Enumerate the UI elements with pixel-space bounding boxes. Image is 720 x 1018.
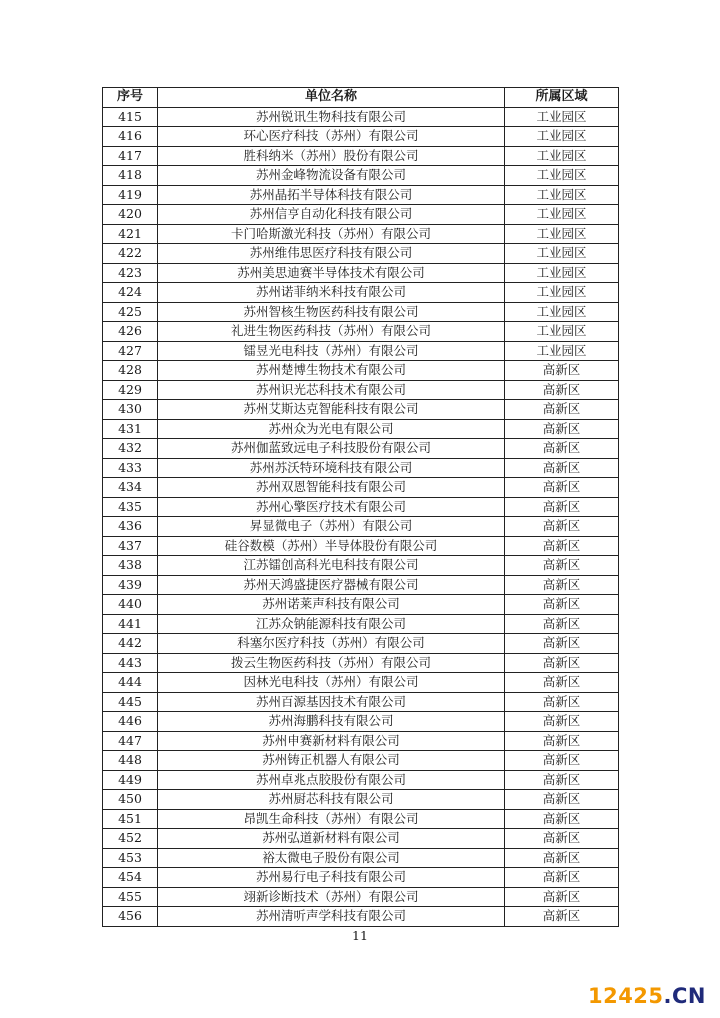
cell-index: 426 <box>103 322 158 342</box>
cell-index: 437 <box>103 536 158 556</box>
header-row <box>103 88 619 108</box>
table-row <box>103 614 619 634</box>
cell-index: 438 <box>103 556 158 576</box>
cell-index: 449 <box>103 770 158 790</box>
cell-index: 421 <box>103 224 158 244</box>
cell-region: 高新区 <box>505 673 619 693</box>
table-row <box>103 478 619 498</box>
cell-company-name: 苏州晶拓半导体科技有限公司 <box>158 185 505 205</box>
cell-company-name: 苏州诺莱声科技有限公司 <box>158 595 505 615</box>
cell-index: 452 <box>103 829 158 849</box>
table-row <box>103 790 619 810</box>
cell-index: 453 <box>103 848 158 868</box>
cell-region: 工业园区 <box>505 127 619 147</box>
cell-company-name: 苏州天鸿盛捷医疗器械有限公司 <box>158 575 505 595</box>
cell-company-name: 苏州维伟思医疗科技有限公司 <box>158 244 505 264</box>
table-row <box>103 380 619 400</box>
table-row <box>103 673 619 693</box>
cell-region: 工业园区 <box>505 283 619 303</box>
cell-company-name: 江苏镭创高科光电科技有限公司 <box>158 556 505 576</box>
cell-region: 工业园区 <box>505 263 619 283</box>
cell-company-name: 江苏众钠能源科技有限公司 <box>158 614 505 634</box>
cell-index: 433 <box>103 458 158 478</box>
cell-index: 420 <box>103 205 158 225</box>
cell-index: 419 <box>103 185 158 205</box>
table-row <box>103 653 619 673</box>
cell-company-name: 苏州清听声学科技有限公司 <box>158 907 505 927</box>
cell-company-name: 苏州申赛新材料有限公司 <box>158 731 505 751</box>
cell-region: 高新区 <box>505 595 619 615</box>
table-row <box>103 263 619 283</box>
cell-company-name: 裕太微电子股份有限公司 <box>158 848 505 868</box>
cell-index: 440 <box>103 595 158 615</box>
cell-company-name: 拨云生物医药科技（苏州）有限公司 <box>158 653 505 673</box>
table-row <box>103 634 619 654</box>
cell-company-name: 胜科纳米（苏州）股份有限公司 <box>158 146 505 166</box>
cell-index: 436 <box>103 517 158 537</box>
cell-company-name: 翊新诊断技术（苏州）有限公司 <box>158 887 505 907</box>
cell-region: 高新区 <box>505 790 619 810</box>
company-table <box>102 87 619 927</box>
cell-company-name: 昂凯生命科技（苏州）有限公司 <box>158 809 505 829</box>
cell-index: 446 <box>103 712 158 732</box>
cell-company-name: 苏州美思迪赛半导体技术有限公司 <box>158 263 505 283</box>
cell-index: 441 <box>103 614 158 634</box>
cell-region: 高新区 <box>505 634 619 654</box>
table-row <box>103 439 619 459</box>
table-row <box>103 146 619 166</box>
table-row <box>103 712 619 732</box>
watermark-number: 12425 <box>587 984 664 1008</box>
cell-index: 416 <box>103 127 158 147</box>
cell-region: 高新区 <box>505 439 619 459</box>
cell-region: 高新区 <box>505 400 619 420</box>
table-row <box>103 536 619 556</box>
table-row <box>103 497 619 517</box>
table-row <box>103 107 619 127</box>
cell-index: 456 <box>103 907 158 927</box>
cell-region: 高新区 <box>505 556 619 576</box>
cell-region: 高新区 <box>505 868 619 888</box>
cell-index: 434 <box>103 478 158 498</box>
cell-region: 工业园区 <box>505 244 619 264</box>
cell-index: 429 <box>103 380 158 400</box>
cell-company-name: 苏州苏沃特环境科技有限公司 <box>158 458 505 478</box>
table-row <box>103 829 619 849</box>
cell-index: 432 <box>103 439 158 459</box>
table-row <box>103 322 619 342</box>
cell-company-name: 苏州金峰物流设备有限公司 <box>158 166 505 186</box>
cell-company-name: 礼进生物医药科技（苏州）有限公司 <box>158 322 505 342</box>
cell-region: 高新区 <box>505 458 619 478</box>
cell-region: 高新区 <box>505 751 619 771</box>
table-row <box>103 166 619 186</box>
header-index: 序号 <box>103 88 158 108</box>
table-row <box>103 868 619 888</box>
cell-index: 428 <box>103 361 158 381</box>
table-row <box>103 341 619 361</box>
table-row <box>103 244 619 264</box>
table-row <box>103 731 619 751</box>
cell-index: 454 <box>103 868 158 888</box>
cell-index: 445 <box>103 692 158 712</box>
header-region: 所属区域 <box>505 88 619 108</box>
table-row <box>103 185 619 205</box>
cell-region: 工业园区 <box>505 205 619 225</box>
cell-region: 工业园区 <box>505 302 619 322</box>
cell-company-name: 卡门哈斯激光科技（苏州）有限公司 <box>158 224 505 244</box>
cell-region: 高新区 <box>505 907 619 927</box>
table-row <box>103 848 619 868</box>
cell-index: 451 <box>103 809 158 829</box>
cell-region: 工业园区 <box>505 185 619 205</box>
page-number: 11 <box>352 928 368 943</box>
cell-index: 444 <box>103 673 158 693</box>
cell-region: 工业园区 <box>505 107 619 127</box>
table-row <box>103 556 619 576</box>
cell-index: 448 <box>103 751 158 771</box>
watermark-domain: .CN <box>663 984 706 1008</box>
cell-company-name: 苏州心擎医疗技术有限公司 <box>158 497 505 517</box>
cell-index: 431 <box>103 419 158 439</box>
cell-company-name: 苏州伽蓝致远电子科技股份有限公司 <box>158 439 505 459</box>
table-row <box>103 224 619 244</box>
table-row <box>103 751 619 771</box>
cell-company-name: 苏州双恩智能科技有限公司 <box>158 478 505 498</box>
cell-company-name: 苏州众为光电有限公司 <box>158 419 505 439</box>
cell-company-name: 科塞尔医疗科技（苏州）有限公司 <box>158 634 505 654</box>
cell-region: 工业园区 <box>505 224 619 244</box>
cell-company-name: 苏州海鹏科技有限公司 <box>158 712 505 732</box>
cell-index: 447 <box>103 731 158 751</box>
table-row <box>103 692 619 712</box>
cell-region: 高新区 <box>505 419 619 439</box>
table-row <box>103 400 619 420</box>
cell-index: 443 <box>103 653 158 673</box>
cell-company-name: 苏州弘道新材料有限公司 <box>158 829 505 849</box>
cell-company-name: 苏州楚博生物技术有限公司 <box>158 361 505 381</box>
cell-index: 442 <box>103 634 158 654</box>
table-row <box>103 283 619 303</box>
cell-index: 450 <box>103 790 158 810</box>
cell-index: 427 <box>103 341 158 361</box>
cell-company-name: 苏州卓兆点胶股份有限公司 <box>158 770 505 790</box>
table-row <box>103 770 619 790</box>
cell-region: 高新区 <box>505 497 619 517</box>
cell-region: 高新区 <box>505 829 619 849</box>
cell-company-name: 环心医疗科技（苏州）有限公司 <box>158 127 505 147</box>
cell-index: 424 <box>103 283 158 303</box>
table-row <box>103 361 619 381</box>
cell-index: 455 <box>103 887 158 907</box>
table-row <box>103 205 619 225</box>
cell-region: 高新区 <box>505 653 619 673</box>
table-header <box>103 88 619 108</box>
site-watermark-logo <box>588 984 706 1008</box>
cell-region: 工业园区 <box>505 322 619 342</box>
cell-company-name: 苏州信亨自动化科技有限公司 <box>158 205 505 225</box>
cell-index: 425 <box>103 302 158 322</box>
cell-index: 435 <box>103 497 158 517</box>
cell-region: 高新区 <box>505 770 619 790</box>
cell-company-name: 苏州锐讯生物科技有限公司 <box>158 107 505 127</box>
cell-region: 高新区 <box>505 361 619 381</box>
cell-region: 高新区 <box>505 536 619 556</box>
cell-region: 高新区 <box>505 887 619 907</box>
table-row <box>103 127 619 147</box>
table-row <box>103 419 619 439</box>
cell-region: 高新区 <box>505 712 619 732</box>
cell-index: 423 <box>103 263 158 283</box>
cell-index: 417 <box>103 146 158 166</box>
cell-company-name: 苏州艾斯达克智能科技有限公司 <box>158 400 505 420</box>
cell-region: 高新区 <box>505 692 619 712</box>
cell-company-name: 苏州厨芯科技有限公司 <box>158 790 505 810</box>
cell-company-name: 苏州百源基因技术有限公司 <box>158 692 505 712</box>
cell-region: 高新区 <box>505 848 619 868</box>
table-row <box>103 302 619 322</box>
cell-company-name: 苏州铸正机器人有限公司 <box>158 751 505 771</box>
cell-region: 高新区 <box>505 731 619 751</box>
cell-index: 415 <box>103 107 158 127</box>
cell-company-name: 苏州识光芯科技术有限公司 <box>158 380 505 400</box>
table-row <box>103 595 619 615</box>
cell-region: 高新区 <box>505 380 619 400</box>
cell-region: 高新区 <box>505 478 619 498</box>
table-row <box>103 809 619 829</box>
cell-region: 高新区 <box>505 614 619 634</box>
header-name: 单位名称 <box>158 88 505 108</box>
cell-region: 工业园区 <box>505 166 619 186</box>
cell-company-name: 因林光电科技（苏州）有限公司 <box>158 673 505 693</box>
cell-index: 422 <box>103 244 158 264</box>
cell-region: 高新区 <box>505 809 619 829</box>
cell-company-name: 镭昱光电科技（苏州）有限公司 <box>158 341 505 361</box>
cell-index: 439 <box>103 575 158 595</box>
cell-index: 418 <box>103 166 158 186</box>
table-row <box>103 887 619 907</box>
cell-company-name: 苏州易行电子科技有限公司 <box>158 868 505 888</box>
company-table-container <box>102 87 618 927</box>
cell-company-name: 昇显微电子（苏州）有限公司 <box>158 517 505 537</box>
cell-region: 工业园区 <box>505 146 619 166</box>
table-row <box>103 575 619 595</box>
cell-region: 高新区 <box>505 517 619 537</box>
cell-region: 工业园区 <box>505 341 619 361</box>
cell-region: 高新区 <box>505 575 619 595</box>
table-row <box>103 517 619 537</box>
cell-company-name: 苏州诺菲纳米科技有限公司 <box>158 283 505 303</box>
cell-company-name: 硅谷数模（苏州）半导体股份有限公司 <box>158 536 505 556</box>
table-row <box>103 907 619 927</box>
cell-company-name: 苏州智核生物医药科技有限公司 <box>158 302 505 322</box>
table-body <box>103 107 619 926</box>
cell-index: 430 <box>103 400 158 420</box>
table-row <box>103 458 619 478</box>
